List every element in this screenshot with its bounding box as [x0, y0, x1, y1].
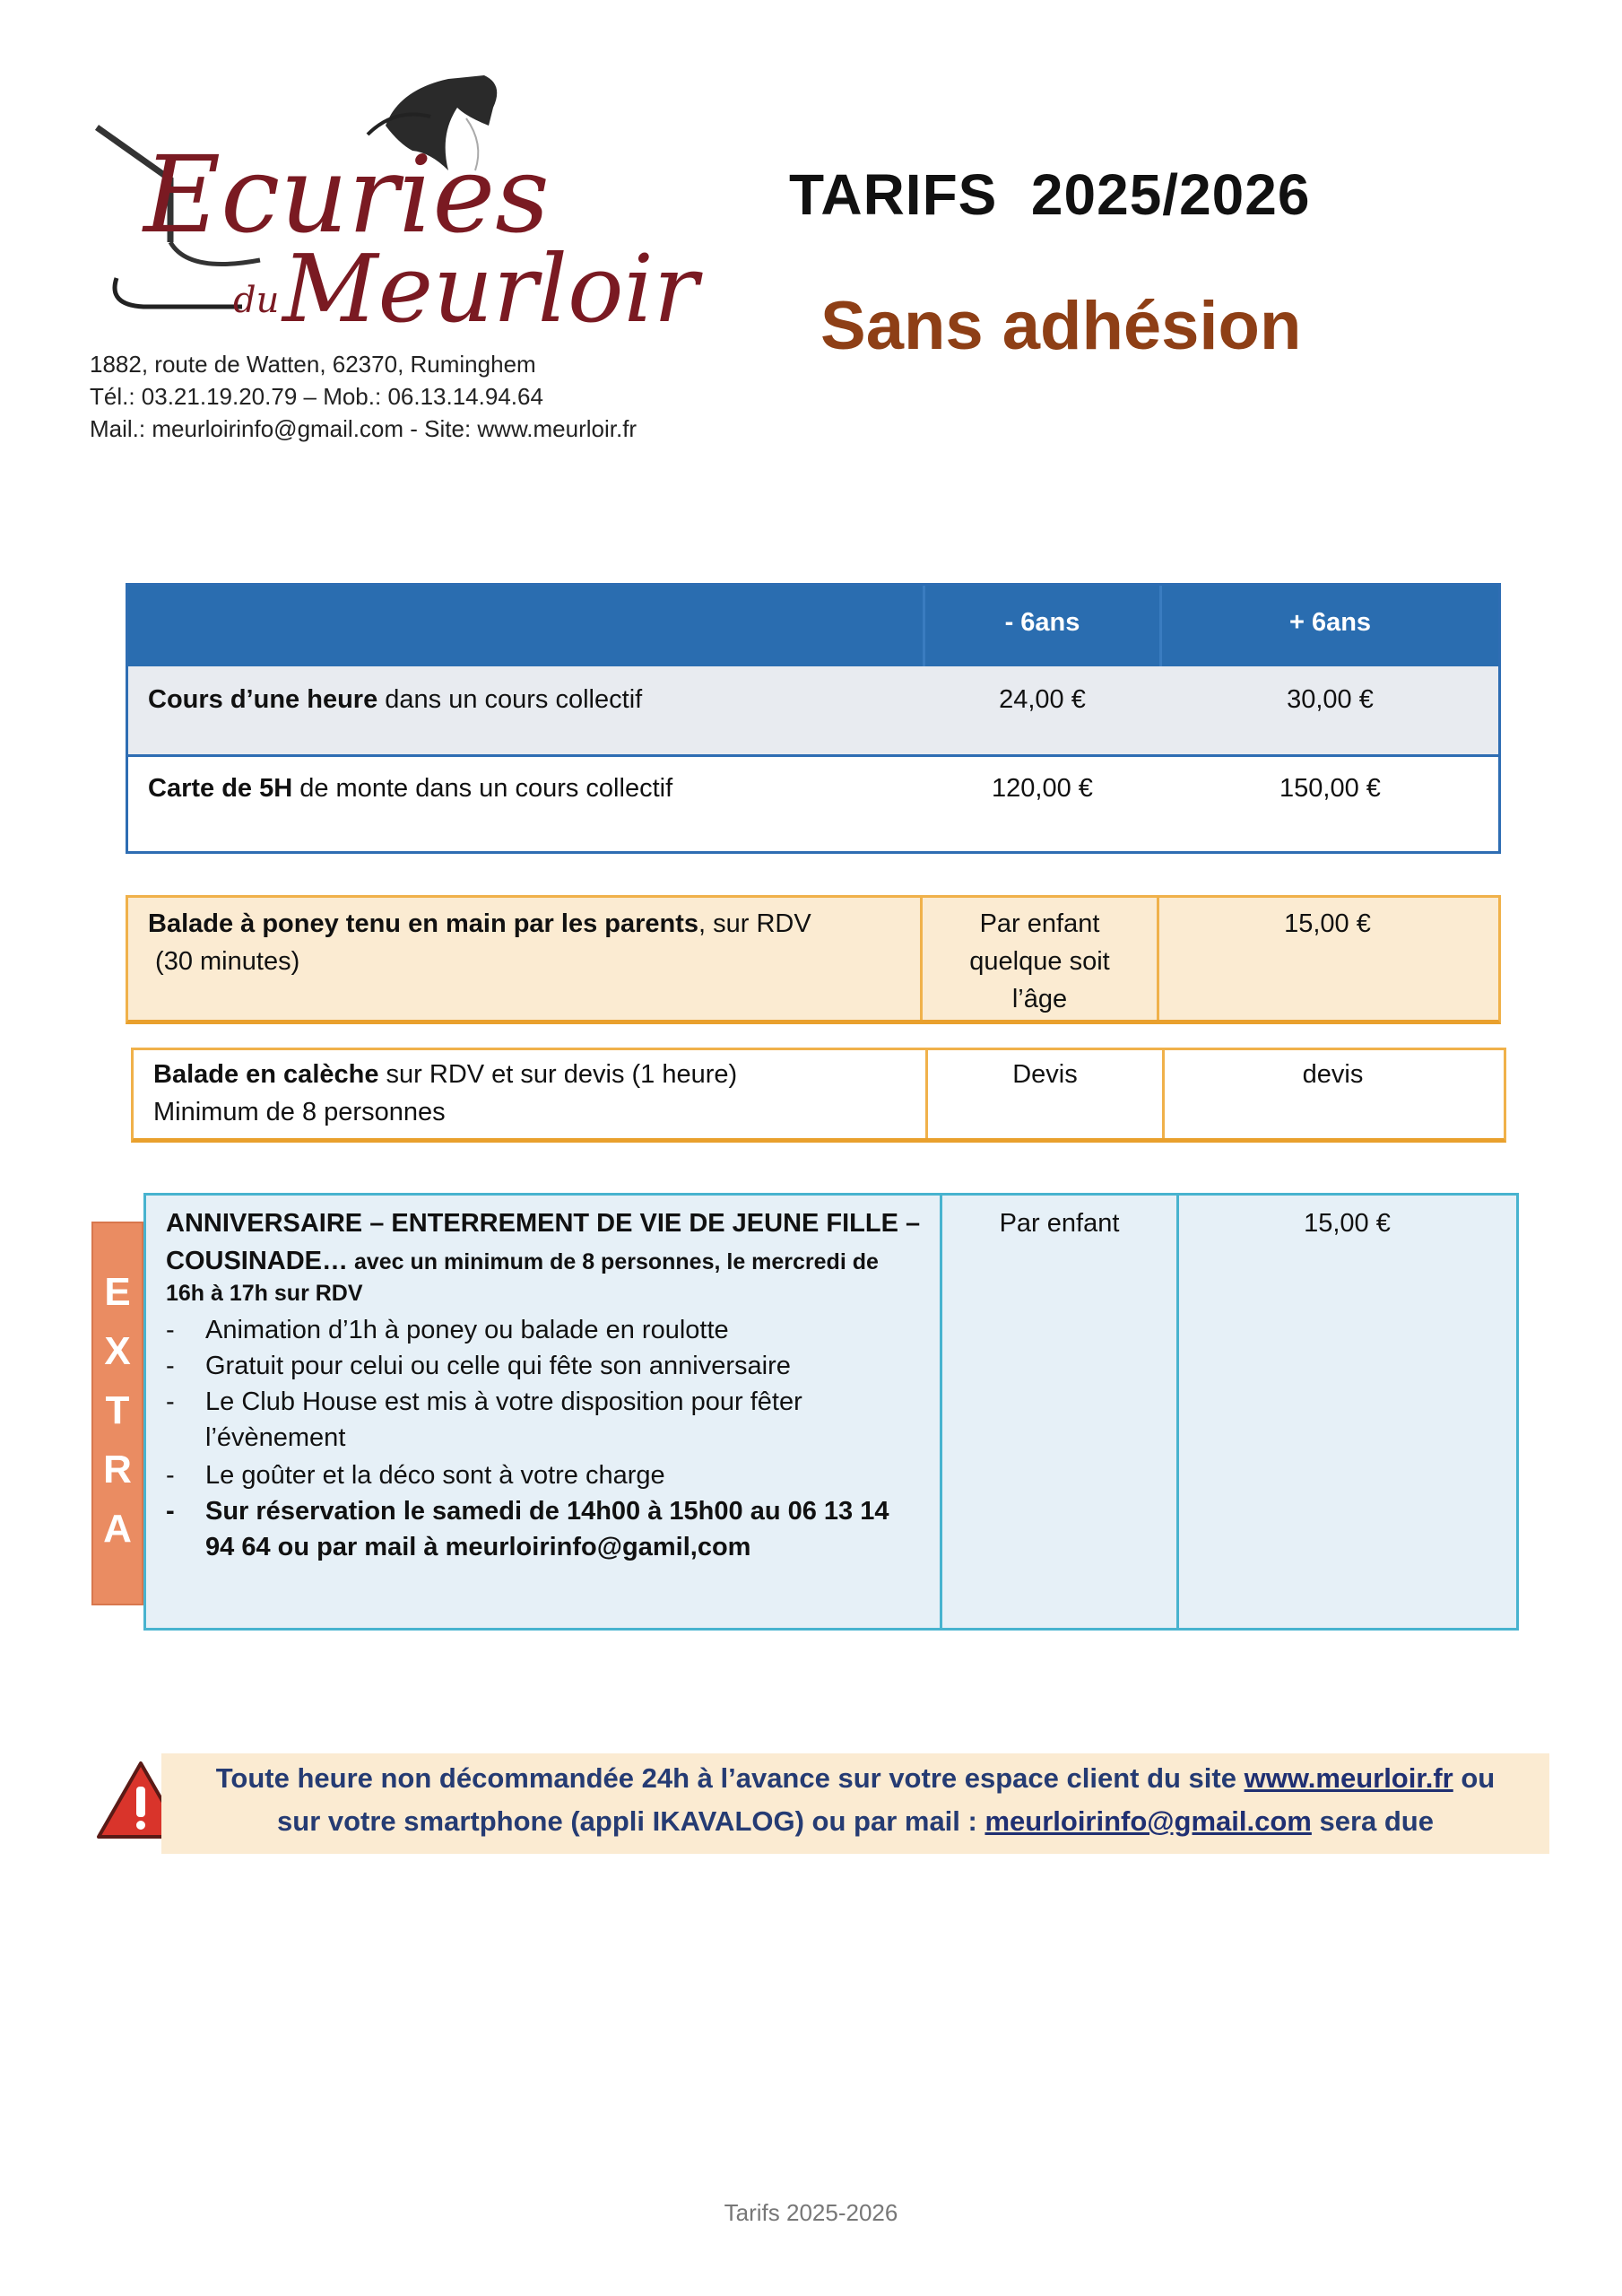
price-over-6: 30,00 €: [1287, 685, 1374, 714]
price-under-6: 24,00 €: [999, 685, 1086, 714]
cancellation-notice: [161, 1753, 1549, 1854]
carriage-ride-unit: Devis: [1012, 1060, 1078, 1089]
contact-phone: Tél.: 03.21.19.20.79 – Mob.: 06.13.14.94.64: [90, 383, 543, 410]
carriage-ride-price: devis: [1302, 1060, 1364, 1089]
svg-text:du: du: [233, 280, 280, 321]
header-under-6: - 6ans: [1004, 608, 1080, 637]
notice-line-1: Toute heure non décommandée 24h à l’avance sur votre espace client du site www.meurloir.fr ou: [215, 1762, 1496, 1794]
header-over-6: + 6ans: [1288, 608, 1372, 637]
pony-ride-duration: (30 minutes): [148, 947, 300, 976]
site-link[interactable]: www.meurloir.fr: [1244, 1762, 1453, 1794]
pony-ride-price: 15,00 €: [1284, 909, 1371, 938]
svg-text:Ecuries: Ecuries: [143, 133, 550, 257]
row-label: Carte de 5H de monte dans un cours collectif: [148, 774, 673, 803]
pony-ride-label: Balade à poney tenu en main par les parents, sur RDV: [148, 909, 811, 938]
ecuries-du-meurloir-logo: [90, 72, 698, 359]
party-unit: Par enfant: [999, 1209, 1120, 1238]
price-over-6: 150,00 €: [1279, 774, 1381, 803]
notice-line-2: sur votre smartphone (appli IKAVALOG) ou par mail : meurloirinfo@gmail.com sera due: [277, 1805, 1434, 1837]
email-link[interactable]: meurloirinfo@gmail.com: [984, 1805, 1312, 1837]
party-heading: ANNIVERSAIRE – ENTERREMENT DE VIE DE JEUNE FILLE –: [166, 1209, 921, 1238]
lessons-table-header: [128, 586, 1498, 666]
table-row: [128, 666, 1498, 757]
lessons-table: [126, 583, 1501, 854]
pony-ride-table: [126, 895, 1501, 1024]
birthday-party-table: ANNIVERSAIRE – ENTERREMENT DE VIE DE JEUNE FILLE – COUSINADE… avec un minimum de 8 personnes, le mercredi de 16h à 17h sur RDV - Animation d’1h à poney ou balade en roulotte - Gratuit pour celui ou celle qui fête son anniversaire - Le Club House est mis à votre disposition pour fêter l’évènement - Le goûter et la déco sont à votre charge - Sur réservation le samedi de 14h00 à 15h00 au 06 13 14 94 64 ou par mail à meurloirinfo@gamil,com Par enfant 15,00 €: [143, 1193, 1519, 1631]
price-under-6: 120,00 €: [992, 774, 1093, 803]
carriage-ride-minimum: Minimum de 8 personnes: [153, 1098, 446, 1126]
contact-address: 1882, route de Watten, 62370, Ruminghem: [90, 351, 536, 378]
carriage-ride-label: Balade en calèche sur RDV et sur devis (1 heure): [153, 1060, 738, 1089]
extra-label: E X T R A: [91, 1222, 143, 1605]
party-conditions: COUSINADE… avec un minimum de 8 personnes, le mercredi de: [166, 1247, 879, 1275]
carriage-ride-table: [131, 1048, 1506, 1143]
party-schedule: 16h à 17h sur RDV: [166, 1281, 363, 1306]
page-footer: Tarifs 2025-2026: [724, 2199, 898, 2226]
contact-mail: Mail.: meurloirinfo@gmail.com - Site: www.meurloir.fr: [90, 415, 638, 442]
table-row: [128, 757, 1498, 851]
page-subtitle: Sans adhésion: [820, 288, 1302, 364]
row-label: Cours d’une heure dans un cours collectif: [148, 685, 643, 714]
svg-text:Meurloir: Meurloir: [282, 234, 698, 344]
pony-ride-unit: Par enfant quelque soit l’âge: [969, 909, 1110, 1013]
party-price: 15,00 €: [1304, 1209, 1391, 1238]
page-title: TARIFS 2025/2026: [789, 162, 1311, 227]
